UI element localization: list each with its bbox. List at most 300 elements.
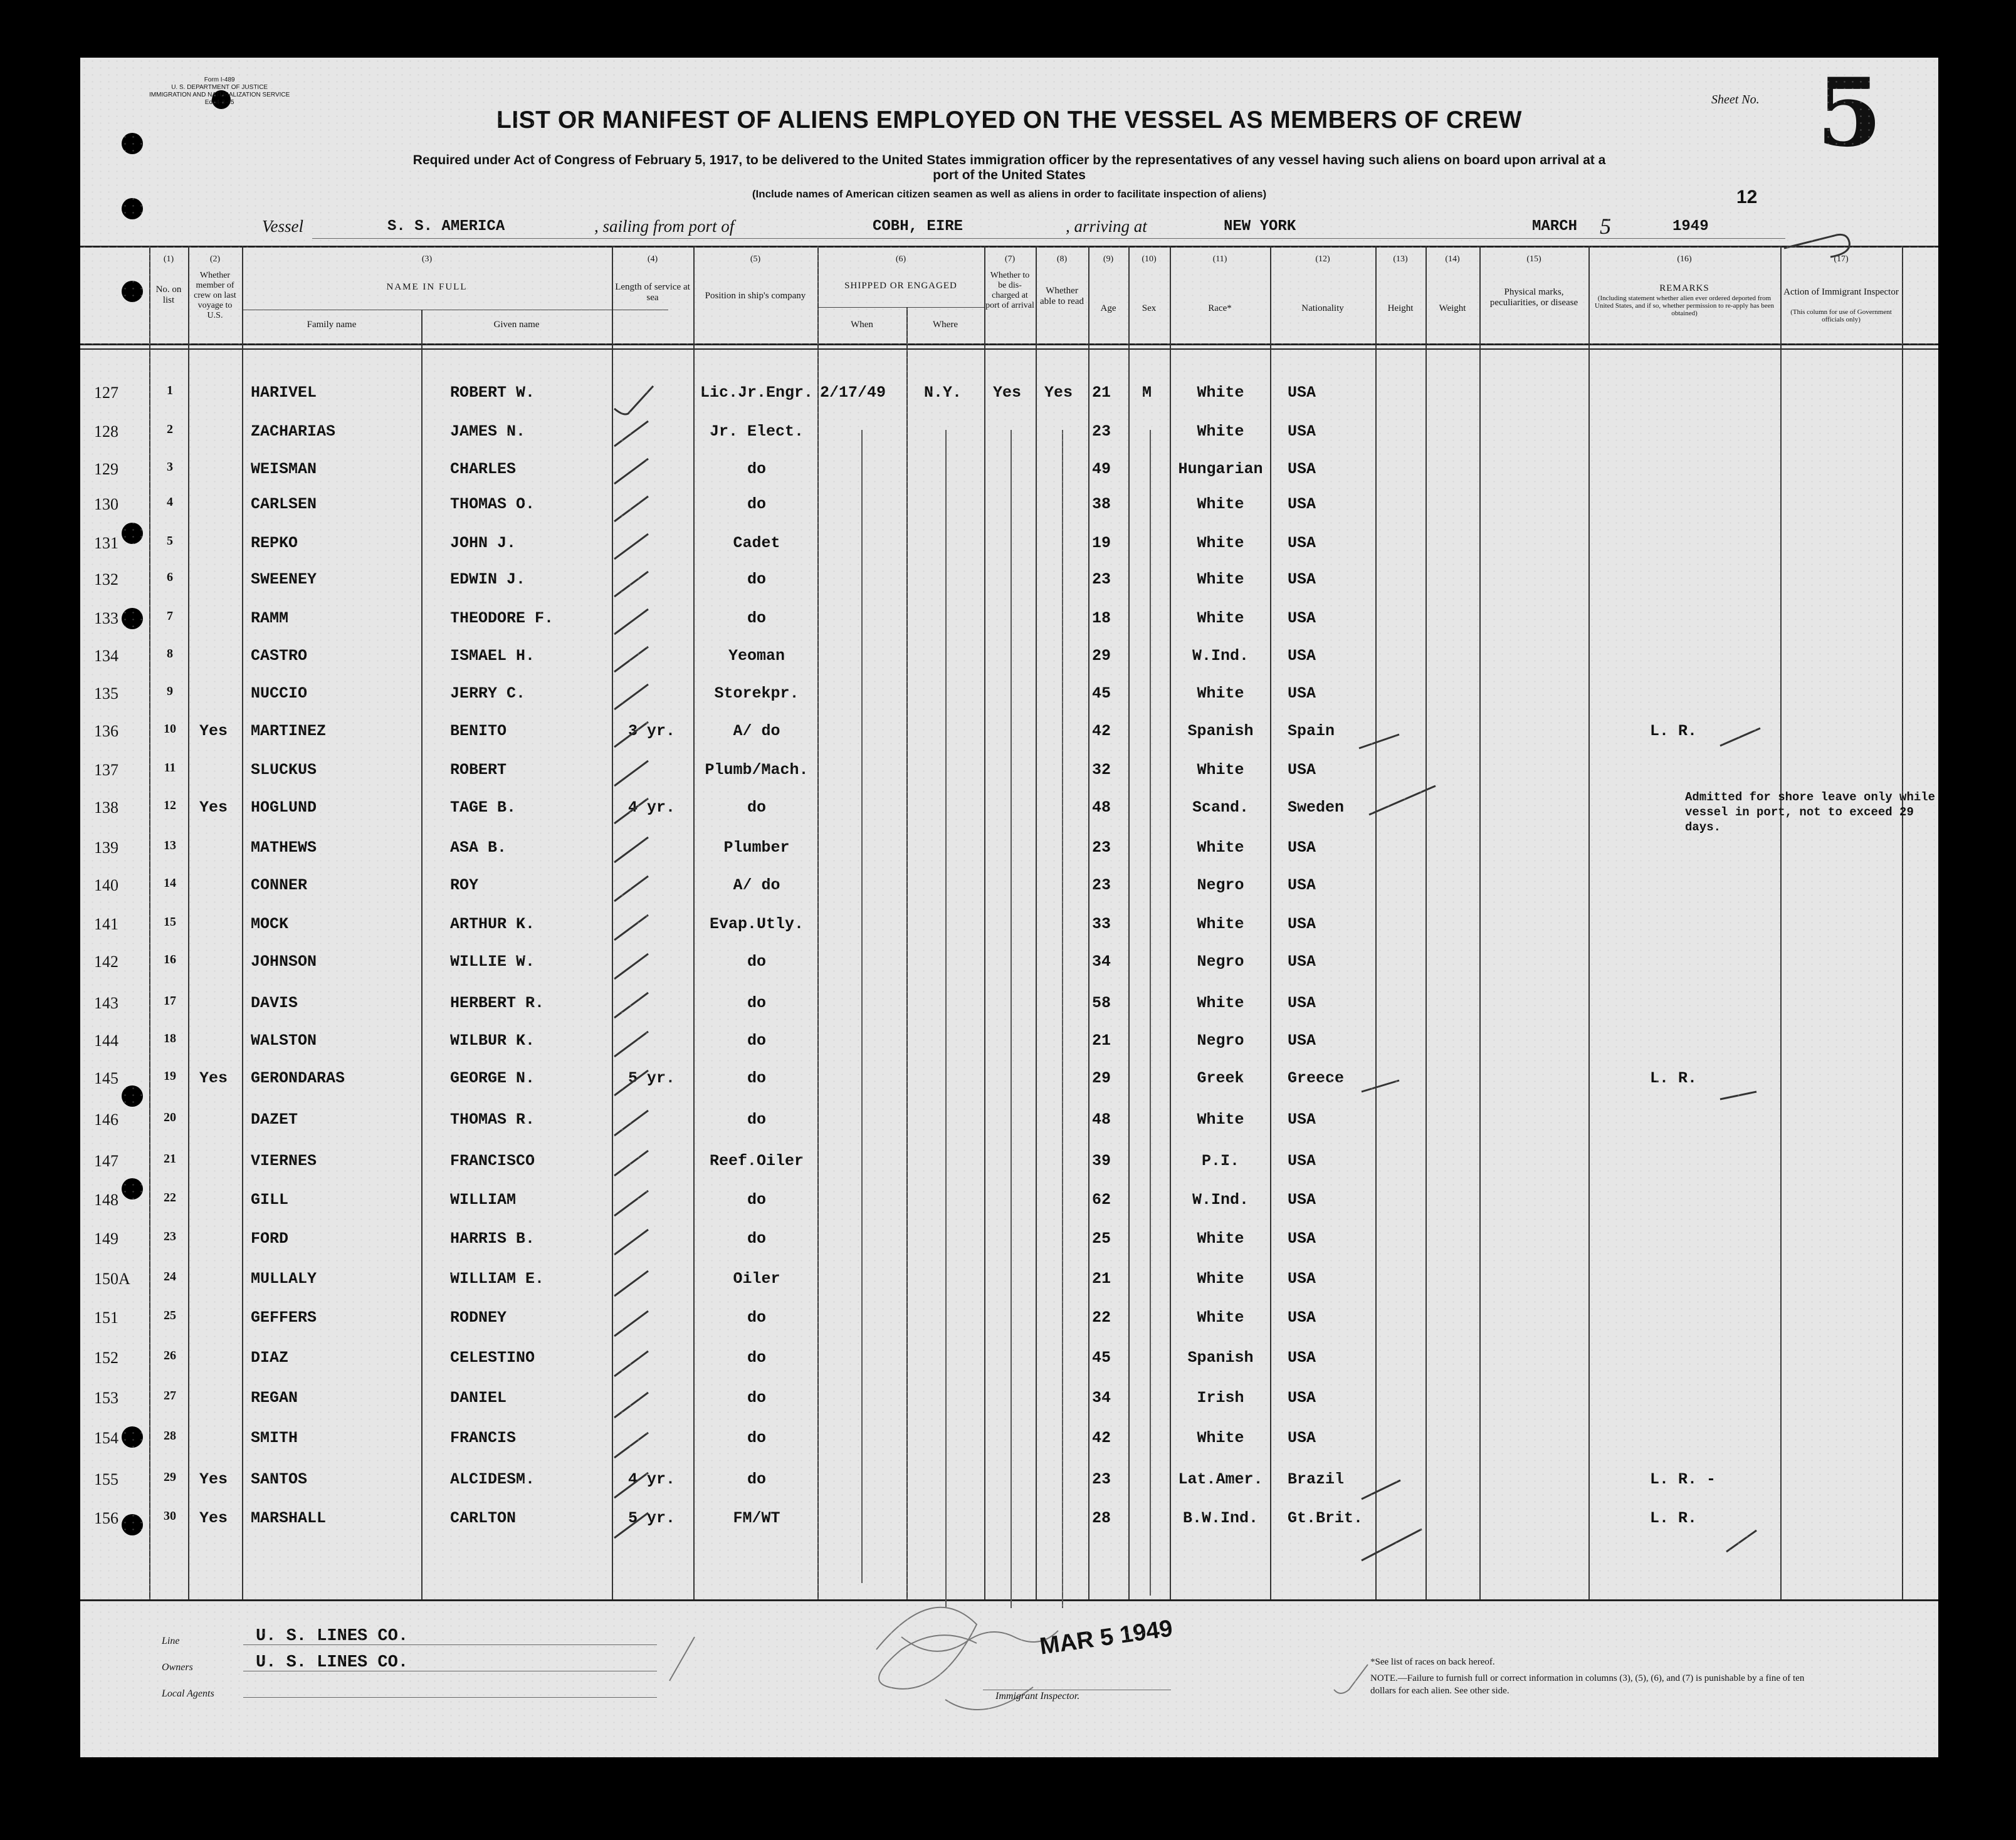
vessel-name: S. S. AMERICA bbox=[387, 218, 505, 235]
age: 23 bbox=[1092, 570, 1111, 588]
age: 42 bbox=[1092, 1429, 1111, 1447]
age: 28 bbox=[1092, 1509, 1111, 1527]
position: Yeoman bbox=[728, 647, 785, 665]
row-number: 12 bbox=[164, 798, 176, 812]
row-number: 22 bbox=[164, 1191, 176, 1205]
header-nationality: Nationality bbox=[1301, 303, 1344, 313]
given-name: BENITO bbox=[450, 722, 507, 740]
row-number: 3 bbox=[167, 460, 173, 474]
col-number: (16) bbox=[1677, 254, 1692, 264]
row-reference: 145 bbox=[94, 1069, 118, 1087]
row-number: 14 bbox=[164, 876, 176, 890]
age: 38 bbox=[1092, 495, 1111, 513]
position: do bbox=[747, 1389, 766, 1407]
remark: L. R. bbox=[1650, 1069, 1698, 1087]
given-name: FRANCISCO bbox=[450, 1152, 535, 1170]
races-note: *See list of races on back hereof. bbox=[1370, 1657, 1495, 1667]
position: do bbox=[747, 609, 766, 627]
race: Spanish bbox=[1187, 1349, 1254, 1367]
row-reference: 147 bbox=[94, 1152, 118, 1170]
family-name: DIAZ bbox=[251, 1349, 289, 1367]
race: White bbox=[1197, 1270, 1244, 1288]
family-name: GILL bbox=[251, 1191, 289, 1209]
race: White bbox=[1197, 609, 1244, 627]
col-number: (14) bbox=[1445, 254, 1460, 264]
nationality: USA bbox=[1288, 609, 1316, 627]
race: White bbox=[1197, 1429, 1244, 1447]
remark: L. R. bbox=[1650, 1509, 1698, 1527]
nationality: Sweden bbox=[1288, 798, 1345, 817]
family-name: SMITH bbox=[251, 1429, 298, 1447]
shipped-where: N.Y. bbox=[924, 384, 962, 402]
age: 25 bbox=[1092, 1230, 1111, 1248]
family-name: MARTINEZ bbox=[251, 722, 327, 740]
header-age: Age bbox=[1100, 303, 1116, 313]
race: Hungarian bbox=[1178, 460, 1263, 478]
edition: Ed. 4-3-45 bbox=[204, 99, 234, 106]
nationality-ticks bbox=[1359, 234, 1849, 1560]
given-name: GEORGE N. bbox=[450, 1069, 535, 1087]
position: do bbox=[747, 1111, 766, 1129]
age: 34 bbox=[1092, 953, 1111, 971]
footer-owners-label: Owners bbox=[162, 1662, 193, 1673]
position: Reef.Oiler bbox=[709, 1152, 804, 1170]
header-height: Height bbox=[1387, 303, 1414, 313]
age: 34 bbox=[1092, 1389, 1111, 1407]
nationality: USA bbox=[1288, 422, 1316, 441]
header-race: Race* bbox=[1208, 303, 1232, 313]
position: Plumb/Mach. bbox=[705, 761, 809, 779]
position: do bbox=[747, 1349, 766, 1367]
family-name: WEISMAN bbox=[251, 460, 317, 478]
row-reference: 148 bbox=[94, 1191, 118, 1209]
race: Scand. bbox=[1192, 798, 1249, 817]
sheet-label: Sheet No. bbox=[1711, 93, 1760, 107]
nationality: Greece bbox=[1288, 1069, 1345, 1087]
age: 21 bbox=[1092, 384, 1111, 402]
previous-voyage: Yes bbox=[199, 1509, 228, 1527]
row-number: 13 bbox=[164, 839, 176, 852]
nationality: USA bbox=[1288, 570, 1316, 588]
arrival-day: 5 bbox=[1600, 214, 1611, 239]
race: White bbox=[1197, 1230, 1244, 1248]
race: Greek bbox=[1197, 1069, 1244, 1087]
remark: L. R. - bbox=[1650, 1470, 1716, 1488]
race: White bbox=[1197, 761, 1244, 779]
remark: L. R. bbox=[1650, 722, 1698, 740]
position: do bbox=[747, 1069, 766, 1087]
footer-agents-label: Local Agents bbox=[162, 1688, 214, 1699]
given-name: WILLIE W. bbox=[450, 953, 535, 971]
sailing-label: , sailing from port of bbox=[594, 217, 735, 236]
nationality: USA bbox=[1288, 384, 1316, 402]
row-number: 4 bbox=[167, 495, 173, 509]
length-of-service: 5 yr. bbox=[628, 1069, 676, 1087]
shipped-when: 2/17/49 bbox=[820, 384, 886, 402]
header-shipped: SHIPPED OR ENGAGED bbox=[844, 281, 957, 291]
col-number: (3) bbox=[421, 254, 433, 264]
family-name: CONNER bbox=[251, 876, 308, 894]
row-number: 8 bbox=[167, 647, 173, 661]
nationality: Spain bbox=[1288, 722, 1335, 740]
race: White bbox=[1197, 994, 1244, 1012]
row-number: 19 bbox=[164, 1069, 176, 1083]
race: White bbox=[1197, 839, 1244, 857]
position: Plumber bbox=[723, 839, 790, 857]
nationality: USA bbox=[1288, 1429, 1316, 1447]
given-name: TAGE B. bbox=[450, 798, 517, 817]
footer-line-label: Line bbox=[162, 1636, 180, 1646]
given-name: THEODORE F. bbox=[450, 609, 554, 627]
age: 32 bbox=[1092, 761, 1111, 779]
race: P.I. bbox=[1201, 1152, 1239, 1170]
col-number: (6) bbox=[895, 254, 906, 264]
row-number: 29 bbox=[164, 1470, 176, 1484]
department: U. S. DEPARTMENT OF JUSTICE bbox=[171, 84, 268, 91]
pen-marks bbox=[80, 58, 1938, 1757]
check-marks bbox=[614, 386, 653, 1538]
row-number: 27 bbox=[164, 1389, 176, 1403]
nationality: USA bbox=[1288, 1270, 1316, 1288]
race: White bbox=[1197, 570, 1244, 588]
row-reference: 133 bbox=[94, 609, 118, 627]
nationality: USA bbox=[1288, 460, 1316, 478]
family-name: GEFFERS bbox=[251, 1309, 317, 1327]
nationality: USA bbox=[1288, 1309, 1316, 1327]
family-name: ZACHARIAS bbox=[251, 422, 336, 441]
row-number: 20 bbox=[164, 1111, 176, 1124]
family-name: CARLSEN bbox=[251, 495, 317, 513]
date-stamp: MAR 5 1949 bbox=[1038, 1615, 1175, 1660]
nationality: USA bbox=[1288, 839, 1316, 857]
row-number: 24 bbox=[164, 1270, 176, 1283]
header-family-name: Family name bbox=[307, 320, 357, 330]
row-number: 2 bbox=[167, 422, 173, 436]
col-number: (1) bbox=[163, 254, 174, 264]
given-name: ISMAEL H. bbox=[450, 647, 535, 665]
footer-line-rule bbox=[243, 1644, 657, 1645]
family-name: MARSHALL bbox=[251, 1509, 327, 1527]
age: 33 bbox=[1092, 915, 1111, 933]
row-reference: 156 bbox=[94, 1509, 118, 1527]
race: W.Ind. bbox=[1192, 1191, 1249, 1209]
race: White bbox=[1197, 915, 1244, 933]
nationality: USA bbox=[1288, 761, 1316, 779]
col-number: (7) bbox=[1004, 254, 1016, 264]
nationality: USA bbox=[1288, 1111, 1316, 1129]
row-reference: 142 bbox=[94, 953, 118, 971]
age: 23 bbox=[1092, 876, 1111, 894]
position: FM/WT bbox=[733, 1509, 780, 1527]
position: do bbox=[747, 798, 766, 817]
age: 21 bbox=[1092, 1270, 1111, 1288]
previous-voyage: Yes bbox=[199, 1069, 228, 1087]
family-name: REPKO bbox=[251, 534, 298, 552]
row-reference: 146 bbox=[94, 1111, 118, 1129]
inspector-label: Immigrant Inspector. bbox=[995, 1691, 1080, 1701]
age: 49 bbox=[1092, 460, 1111, 478]
row-number: 9 bbox=[167, 684, 173, 698]
given-name: THOMAS R. bbox=[450, 1111, 535, 1129]
row-number: 25 bbox=[164, 1309, 176, 1322]
given-name: WILLIAM bbox=[450, 1191, 517, 1209]
given-name: ASA B. bbox=[450, 839, 507, 857]
age: 21 bbox=[1092, 1032, 1111, 1050]
arrival-month: MARCH bbox=[1532, 218, 1578, 235]
nationality: USA bbox=[1288, 495, 1316, 513]
header-action-sub: (This column for use of Government officials only) bbox=[1790, 308, 1892, 323]
header-when: When bbox=[851, 320, 873, 330]
header-given-name: Given name bbox=[493, 320, 540, 330]
position: do bbox=[747, 460, 766, 478]
position: Cadet bbox=[733, 534, 780, 552]
row-reference: 130 bbox=[94, 495, 118, 513]
family-name: SLUCKUS bbox=[251, 761, 317, 779]
nationality: USA bbox=[1288, 953, 1316, 971]
age: 23 bbox=[1092, 422, 1111, 441]
race: White bbox=[1197, 1111, 1244, 1129]
row-number: 10 bbox=[164, 722, 176, 736]
row-reference: 137 bbox=[94, 761, 118, 779]
race: Spanish bbox=[1187, 722, 1254, 740]
age: 62 bbox=[1092, 1191, 1111, 1209]
position: Jr. Elect. bbox=[709, 422, 804, 441]
nationality: Brazil bbox=[1288, 1470, 1345, 1488]
nationality: USA bbox=[1288, 1032, 1316, 1050]
subtitle-note: (Include names of American citizen seamen as well as aliens in order to facilitate inspection of aliens) bbox=[752, 188, 1267, 200]
position: A/ do bbox=[733, 722, 780, 740]
col-number: (15) bbox=[1526, 254, 1541, 264]
length-of-service: 5 yr. bbox=[628, 1509, 676, 1527]
age: 29 bbox=[1092, 1069, 1111, 1087]
previous-voyage: Yes bbox=[199, 1470, 228, 1488]
row-reference: 152 bbox=[94, 1349, 118, 1367]
header-weight: Weight bbox=[1439, 303, 1466, 313]
row-number: 26 bbox=[164, 1349, 176, 1362]
row-reference: 134 bbox=[94, 647, 118, 665]
row-number: 16 bbox=[164, 953, 176, 966]
given-name: CARLTON bbox=[450, 1509, 517, 1527]
family-name: REGAN bbox=[251, 1389, 298, 1407]
col-number: (8) bbox=[1056, 254, 1068, 264]
row-reference: 154 bbox=[94, 1429, 118, 1447]
race: W.Ind. bbox=[1192, 647, 1249, 665]
family-name: HOGLUND bbox=[251, 798, 317, 817]
age: 23 bbox=[1092, 839, 1111, 857]
race: White bbox=[1197, 534, 1244, 552]
age: 19 bbox=[1092, 534, 1111, 552]
row-reference: 155 bbox=[94, 1470, 118, 1488]
nationality: USA bbox=[1288, 876, 1316, 894]
given-name: WILLIAM E. bbox=[450, 1270, 545, 1288]
race: White bbox=[1197, 384, 1244, 402]
race: Negro bbox=[1197, 1032, 1244, 1050]
row-reference: 139 bbox=[94, 839, 118, 857]
given-name: ROBERT bbox=[450, 761, 507, 779]
length-of-service: 3 yr. bbox=[628, 722, 676, 740]
header-sex: Sex bbox=[1142, 303, 1157, 313]
family-name: CASTRO bbox=[251, 647, 308, 665]
row-reference: 128 bbox=[94, 422, 118, 441]
given-name: JOHN J. bbox=[450, 534, 517, 552]
row-number: 23 bbox=[164, 1230, 176, 1243]
nationality: USA bbox=[1288, 1191, 1316, 1209]
arriving-label: , arriving at bbox=[1066, 217, 1147, 236]
nationality: Gt.Brit. bbox=[1288, 1509, 1363, 1527]
race: Negro bbox=[1197, 876, 1244, 894]
position: do bbox=[747, 570, 766, 588]
col-number: (10) bbox=[1142, 254, 1157, 264]
age: 23 bbox=[1092, 1470, 1111, 1488]
row-number: 30 bbox=[164, 1509, 176, 1523]
race: White bbox=[1197, 1309, 1244, 1327]
race: Negro bbox=[1197, 953, 1244, 971]
header-position: Position in ship's company bbox=[705, 291, 806, 301]
row-reference: 149 bbox=[94, 1230, 118, 1248]
row-reference: 151 bbox=[94, 1309, 118, 1327]
family-name: RAMM bbox=[251, 609, 289, 627]
header-remarks-sub: (Including statement whether alien ever ordered deported from United States, and if so, whether permission to re-apply has been obtained) bbox=[1595, 295, 1774, 317]
row-reference: 141 bbox=[94, 915, 118, 933]
previous-voyage: Yes bbox=[199, 798, 228, 817]
col-number: (4) bbox=[647, 254, 658, 264]
age: 39 bbox=[1092, 1152, 1111, 1170]
header-where: Where bbox=[933, 320, 958, 330]
given-name: CHARLES bbox=[450, 460, 517, 478]
age: 48 bbox=[1092, 1111, 1111, 1129]
given-name: CELESTINO bbox=[450, 1349, 535, 1367]
col-number: (9) bbox=[1103, 254, 1114, 264]
row-number: 1 bbox=[167, 384, 173, 397]
nationality: USA bbox=[1288, 1349, 1316, 1367]
family-name: NUCCIO bbox=[251, 684, 308, 703]
nationality: USA bbox=[1288, 994, 1316, 1012]
col-number: (11) bbox=[1212, 254, 1227, 264]
given-name: RODNEY bbox=[450, 1309, 507, 1327]
nationality: USA bbox=[1288, 647, 1316, 665]
row-number: 6 bbox=[167, 570, 173, 584]
nationality: USA bbox=[1288, 534, 1316, 552]
row-reference: 150A bbox=[94, 1270, 130, 1288]
family-name: HARIVEL bbox=[251, 384, 317, 402]
page-title: LIST OR MANIFEST OF ALIENS EMPLOYED ON THE VESSEL AS MEMBERS OF CREW bbox=[496, 107, 1522, 133]
row-number: 7 bbox=[167, 609, 173, 623]
position: do bbox=[747, 1309, 766, 1327]
header-no-on-list: No. on list bbox=[155, 285, 182, 305]
header-name-in-full: NAME IN FULL bbox=[386, 282, 468, 292]
age: 48 bbox=[1092, 798, 1111, 817]
given-name: WILBUR K. bbox=[450, 1032, 535, 1050]
previous-voyage: Yes bbox=[199, 722, 228, 740]
race: Irish bbox=[1197, 1389, 1244, 1407]
row-reference: 131 bbox=[94, 534, 118, 552]
row-number: 15 bbox=[164, 915, 176, 929]
family-name: GERONDARAS bbox=[251, 1069, 345, 1087]
row-reference: 132 bbox=[94, 570, 118, 588]
row-number: 18 bbox=[164, 1032, 176, 1045]
family-name: WALSTON bbox=[251, 1032, 317, 1050]
row-number: 21 bbox=[164, 1152, 176, 1166]
position: A/ do bbox=[733, 876, 780, 894]
given-name: FRANCIS bbox=[450, 1429, 517, 1447]
family-name: VIERNES bbox=[251, 1152, 317, 1170]
given-name: JAMES N. bbox=[450, 422, 526, 441]
sheet-extra-number: 12 bbox=[1736, 187, 1758, 207]
sheet-number: 5 bbox=[1817, 58, 1882, 168]
header-remarks: REMARKS bbox=[1659, 283, 1709, 293]
length-of-service: 4 yr. bbox=[628, 1470, 676, 1488]
family-name: FORD bbox=[251, 1230, 289, 1248]
position: do bbox=[747, 1191, 766, 1209]
header-previous-voyage: Whether member of crew on last voyage to U.S. bbox=[194, 271, 236, 320]
race: Lat.Amer. bbox=[1178, 1470, 1263, 1488]
footer-line: U. S. LINES CO. bbox=[256, 1627, 409, 1646]
row-reference: 135 bbox=[94, 684, 118, 703]
service: IMMIGRATION AND NATURALIZATION SERVICE bbox=[149, 91, 290, 98]
family-name: SWEENEY bbox=[251, 570, 317, 588]
family-name: MULLALY bbox=[251, 1270, 317, 1288]
age: 18 bbox=[1092, 609, 1111, 627]
row-number: 11 bbox=[164, 761, 176, 775]
row-reference: 143 bbox=[94, 994, 118, 1012]
race: B.W.Ind. bbox=[1182, 1509, 1259, 1527]
position: Evap.Utly. bbox=[709, 915, 804, 933]
position: do bbox=[747, 994, 766, 1012]
penalty-note: NOTE.—Failure to furnish full or correct information in columns (3), (5), (6), and (7) is punishable by a fine of ten dollars for each alien. See other side. bbox=[1370, 1673, 1805, 1696]
col-number: (5) bbox=[750, 254, 761, 264]
age: 58 bbox=[1092, 994, 1111, 1012]
given-name: THOMAS O. bbox=[450, 495, 535, 513]
nationality: USA bbox=[1288, 915, 1316, 933]
family-name: DAZET bbox=[251, 1111, 298, 1129]
row-reference: 144 bbox=[94, 1032, 118, 1050]
given-name: EDWIN J. bbox=[450, 570, 526, 588]
family-name: MATHEWS bbox=[251, 839, 317, 857]
length-of-service: 4 yr. bbox=[628, 798, 676, 817]
race: White bbox=[1197, 495, 1244, 513]
family-name: SANTOS bbox=[251, 1470, 308, 1488]
position: Oiler bbox=[733, 1270, 780, 1288]
given-name: ROY bbox=[450, 876, 479, 894]
given-name: DANIEL bbox=[450, 1389, 507, 1407]
shore-leave-note: Admitted for shore leave only while vessel in port, not to exceed 29 days. bbox=[1685, 790, 1936, 834]
vessel-label: Vessel bbox=[262, 217, 303, 236]
position: do bbox=[747, 1032, 766, 1050]
able-to-read: Yes bbox=[1044, 384, 1073, 402]
header-able-to-read: Whether able to read bbox=[1040, 286, 1084, 306]
age: 42 bbox=[1092, 722, 1111, 740]
position: do bbox=[747, 1470, 766, 1488]
row-reference: 127 bbox=[94, 384, 118, 402]
given-name: ALCIDESM. bbox=[450, 1470, 535, 1488]
family-name: JOHNSON bbox=[251, 953, 317, 971]
subtitle-line-1: Required under Act of Congress of February 5, 1917, to be delivered to the United States immigration officer by the representatives of any vessel having such aliens on board upon arrival at a bbox=[412, 153, 1606, 167]
header-discharged: Whether to be dis-charged at port of arrival bbox=[985, 271, 1034, 310]
nationality: USA bbox=[1288, 1389, 1316, 1407]
given-name: HARRIS B. bbox=[450, 1230, 535, 1248]
position: do bbox=[747, 495, 766, 513]
header-action: Action of Immigrant Inspector bbox=[1783, 287, 1899, 297]
arrival-port: NEW YORK bbox=[1224, 218, 1296, 235]
col-number: (2) bbox=[209, 254, 221, 264]
age: 22 bbox=[1092, 1309, 1111, 1327]
position: Storekpr. bbox=[714, 684, 799, 703]
family-name: DAVIS bbox=[251, 994, 298, 1012]
arrival-year: 1949 bbox=[1672, 218, 1709, 235]
row-reference: 140 bbox=[94, 876, 118, 894]
position: do bbox=[747, 953, 766, 971]
row-reference: 153 bbox=[94, 1389, 118, 1407]
